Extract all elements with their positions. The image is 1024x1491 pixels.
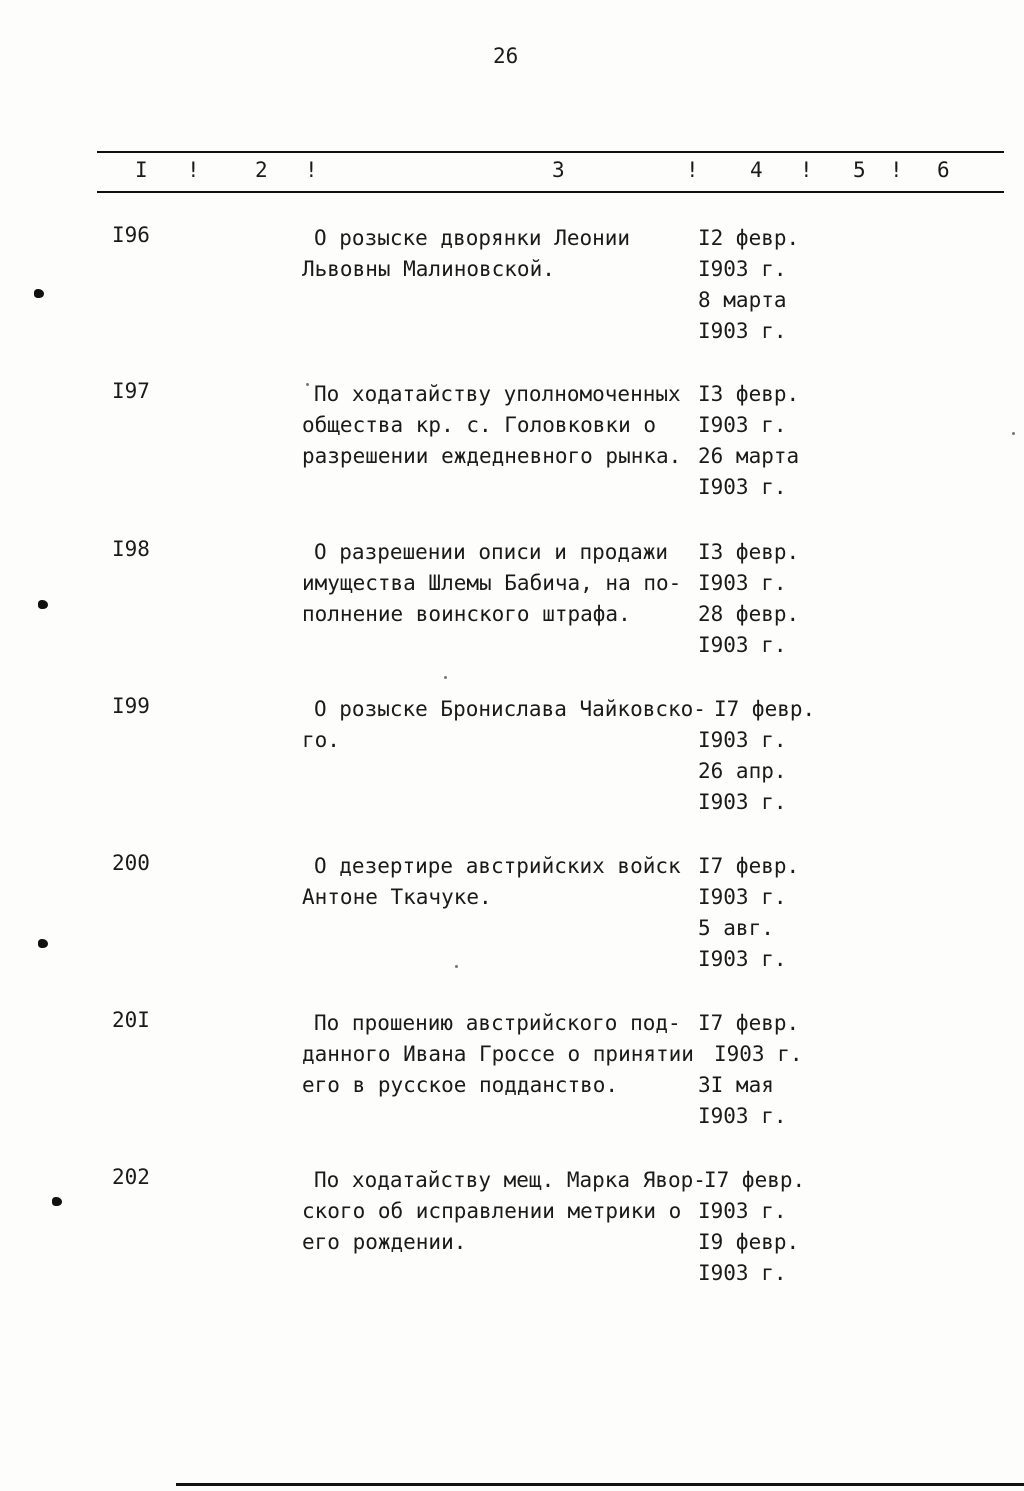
entry-number: 202 [112, 1165, 150, 1189]
entry-number: I96 [112, 223, 150, 247]
scan-dot [1012, 432, 1015, 435]
date-line: I7 февр. [698, 854, 800, 878]
scan-speck [52, 1197, 62, 1206]
date-line: 26 апр. [698, 759, 787, 783]
date-line: 26 марта [698, 444, 800, 468]
entry-number: 20I [112, 1008, 150, 1032]
column-separator: ! [187, 158, 200, 182]
description-line: имущества Шлемы Бабича, на по- [302, 571, 682, 595]
date-line: I7 февр. [714, 697, 816, 721]
description-line: его в русское подданство. [302, 1073, 619, 1097]
description-line: го. [302, 728, 340, 752]
page-bottom-rule [176, 1483, 1024, 1486]
column-header-row [0, 158, 1024, 184]
date-line: I9 февр. [698, 1230, 800, 1254]
entry-description [302, 1008, 697, 1101]
description-line: По ходатайству мещ. Марка Явор- [314, 1168, 706, 1192]
date-line: I903 г. [698, 1104, 787, 1128]
date-line: I903 г. [698, 947, 787, 971]
entry-description [302, 1165, 706, 1258]
date-line: I903 г. [698, 790, 787, 814]
column-header-1: I [135, 158, 148, 182]
scan-speck [38, 600, 48, 609]
description-line: О дезертире австрийских войск [314, 854, 681, 878]
entry-dates [698, 1165, 805, 1289]
entry-description [302, 537, 697, 630]
column-header-2: 2 [255, 158, 268, 182]
scan-dot [444, 676, 447, 679]
date-line: I3 февр. [698, 540, 800, 564]
date-line: I903 г. [698, 319, 787, 343]
date-line: 8 марта [698, 288, 787, 312]
date-line: I903 г. [714, 1042, 803, 1066]
entry-dates [698, 379, 799, 503]
date-line: I2 февр. [698, 226, 800, 250]
entry-dates [698, 537, 799, 661]
date-line: 28 февр. [698, 602, 800, 626]
table-header-rule [97, 191, 1004, 193]
column-header-6: 6 [937, 158, 950, 182]
description-line: О розыске дворянки Леонии [314, 226, 631, 250]
entry-number: I98 [112, 537, 150, 561]
date-line: I903 г. [698, 1261, 787, 1285]
date-line: 5 авг. [698, 916, 774, 940]
description-line: О разрешении описи и продажи [314, 540, 669, 564]
date-line: I903 г. [698, 413, 787, 437]
description-line: разрешении еждедневного рынка. [302, 444, 682, 468]
date-line: I903 г. [698, 257, 787, 281]
date-line: I3 февр. [698, 382, 800, 406]
entry-number: I99 [112, 694, 150, 718]
entry-number: 200 [112, 851, 150, 875]
date-line: I7 февр. [698, 1011, 800, 1035]
date-line: I903 г. [698, 1199, 787, 1223]
date-line: I7 февр. [704, 1168, 806, 1192]
column-header-3: 3 [552, 158, 565, 182]
description-line: О розыске Бронислава Чайковско- [314, 697, 706, 721]
description-line: Антоне Ткачуке. [302, 885, 492, 909]
table-top-rule [97, 151, 1004, 153]
description-line: ского об исправлении метрики о [302, 1199, 682, 1223]
entry-description [302, 223, 697, 285]
column-separator: ! [305, 158, 318, 182]
scan-dot [306, 383, 309, 386]
entry-dates [698, 223, 799, 347]
entry-description [302, 379, 697, 472]
date-line: I903 г. [698, 885, 787, 909]
column-separator: ! [686, 158, 699, 182]
page-number: 26 [493, 44, 519, 68]
entry-description [302, 851, 697, 913]
date-line: I903 г. [698, 633, 787, 657]
entry-dates [698, 1008, 803, 1132]
column-header-4: 4 [750, 158, 763, 182]
entry-description [302, 694, 706, 756]
description-line: По ходатайству уполномоченных [314, 382, 681, 406]
description-line: общества кр. с. Головковки о [302, 413, 657, 437]
column-header-5: 5 [853, 158, 866, 182]
entry-dates [698, 851, 799, 975]
date-line: I903 г. [698, 571, 787, 595]
description-line: данного Ивана Гроссе о принятии [302, 1042, 694, 1066]
scan-speck [38, 939, 48, 948]
date-line: 3I мая [698, 1073, 774, 1097]
date-line: I903 г. [698, 475, 787, 499]
description-line: По прошению австрийского под- [314, 1011, 681, 1035]
entry-number: I97 [112, 379, 150, 403]
column-separator: ! [800, 158, 813, 182]
description-line: его рождении. [302, 1230, 467, 1254]
description-line: Львовны Малиновской. [302, 257, 555, 281]
date-line: I903 г. [698, 728, 787, 752]
description-line: полнение воинского штрафа. [302, 602, 631, 626]
scan-dot [455, 965, 458, 968]
entry-dates [698, 694, 815, 818]
scan-speck [34, 289, 44, 298]
column-separator: ! [890, 158, 903, 182]
